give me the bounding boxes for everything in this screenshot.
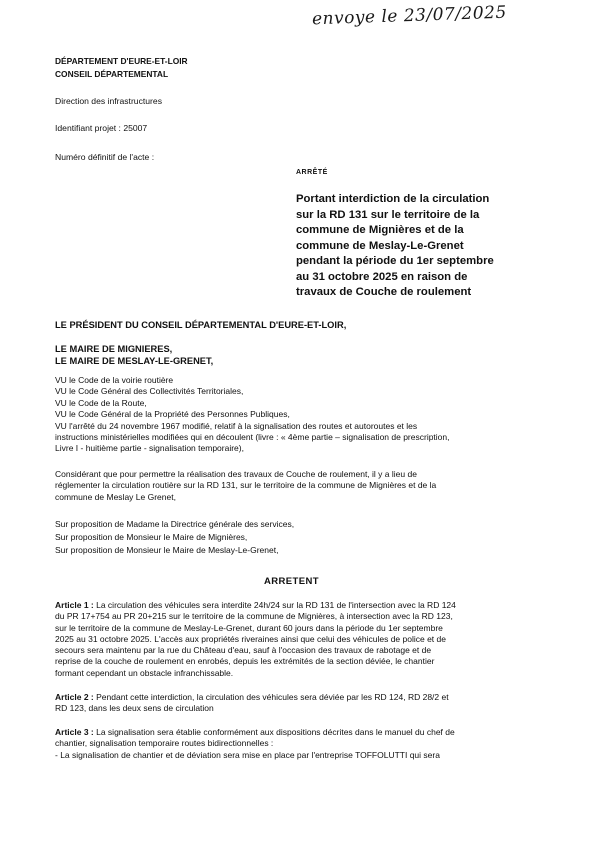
considerant-line: réglementer la circulation routière sur la RD 131, sur le territoire de la commune de Mignières et de la [55, 480, 437, 491]
decree-title [296, 192, 526, 301]
act-number: Numéro définitif de l'acte : [55, 152, 155, 162]
article-1 [55, 600, 527, 679]
article-line: reprise de la couche de roulement en enrobés, depuis les extrémités de la section déviée, le chantier [55, 656, 435, 667]
article-label: Article 1 : [55, 600, 94, 610]
article-2 [55, 692, 527, 715]
vu-line: VU le Code de la Route, [55, 397, 147, 408]
article-label: Article 3 : [55, 727, 94, 737]
title-line: au 31 octobre 2025 en raison de [296, 270, 468, 283]
article-line: du PR 17+754 au PR 20+215 sur le territoire de la commune de Mignières, à intersection avec la RD 123, [55, 611, 453, 622]
considerant-line: commune de Meslay Le Grenet, [55, 491, 176, 502]
proposition-line: Sur proposition de Monsieur le Maire de Meslay-Le-Grenet, [55, 545, 279, 555]
considerant-line: Considérant que pour permettre la réalisation des travaux de Couche de roulement, il y a lieu de [55, 469, 417, 479]
article-text: La signalisation sera établie conformément aux dispositions décrites dans le manuel du chef de [93, 727, 455, 737]
arretent-heading: ARRETENT [264, 576, 319, 587]
handwritten-annotation [311, 2, 552, 40]
project-identifier: Identifiant projet : 25007 [55, 123, 148, 133]
vu-line: Livre I - huitième partie - signalisation temporaire), [55, 443, 244, 454]
title-line: sur la RD 131 sur le territoire de la [296, 208, 480, 221]
title-line: commune de Mignières et de la [296, 224, 464, 236]
authority-mayor-mignieres: LE MAIRE DE MIGNIERES, [55, 344, 173, 354]
authority-mayor-meslay: LE MAIRE DE MESLAY-LE-GRENET, [55, 356, 214, 366]
title-line: pendant la période du 1er septembre [296, 255, 494, 267]
handwritten-sent-date: envoye le 23/07/2025 [311, 2, 508, 30]
vu-line: VU le Code Général des Collectivités Territoriales, [55, 386, 244, 397]
article-text: La circulation des véhicules sera interdite 24h/24 sur la RD 131 de l'intersection avec la RD 124 [93, 600, 456, 610]
vu-line: VU le Code Général de la Propriété des Personnes Publiques, [55, 409, 290, 420]
article-3 [55, 727, 527, 761]
department-name: DÉPARTEMENT D'EURE-ET-LOIR [55, 56, 188, 66]
proposition-block [55, 518, 525, 557]
article-text: Pendant cette interdiction, la circulation des véhicules sera déviée par les RD 124, RD 28/2 et [93, 692, 449, 702]
vu-line: instructions ministérielles modifiées qui en découlent (livre : « 4ème partie – signalisation de prescription, [55, 432, 450, 443]
arrete-label: ARRÊTÉ [296, 169, 328, 176]
legal-basis-block [55, 375, 525, 455]
article-line: sur le territoire de la commune de Meslay-Le-Grenet, durant 60 jours dans la période du 1er septembre [55, 622, 443, 633]
article-line: formant cependant un obstacle infranchissable. [55, 667, 234, 678]
considerant-block [55, 469, 525, 503]
direction-name: Direction des infrastructures [55, 96, 162, 106]
title-line: Portant interdiction de la circulation [296, 193, 490, 205]
article-line: RD 123, dans les deux sens de circulation [55, 703, 214, 714]
article-line: 2025 au 31 octobre 2025. L'accès aux propriétés riveraines ainsi que celui des véhicules de police et de [55, 633, 446, 644]
title-line: commune de Meslay-Le-Grenet [296, 239, 464, 252]
article-line: secours sera maintenu par la rue du Château d'eau, sauf à l'occasion des travaux de rabotage et de [55, 645, 432, 656]
article-line [55, 600, 527, 611]
article-line [55, 692, 527, 703]
authority-president: LE PRÉSIDENT DU CONSEIL DÉPARTEMENTAL D'EURE-ET-LOIR, [55, 320, 347, 330]
article-label: Article 2 : [55, 692, 94, 702]
vu-line: VU le Code de la voirie routière [55, 375, 174, 385]
proposition-line: Sur proposition de Madame la Directrice générale des services, [55, 519, 295, 529]
vu-line: VU l'arrêté du 24 novembre 1967 modifié, relatif à la signalisation des routes et autoroutes et les [55, 420, 418, 431]
article-line: chantier, signalisation temporaire routes bidirectionnelles : [55, 738, 274, 749]
title-line: travaux de Couche de roulement [296, 286, 472, 298]
article-line: - La signalisation de chantier et de déviation sera mise en place par l'entreprise TOFFOLUTTI qui sera [55, 749, 440, 760]
proposition-line: Sur proposition de Monsieur le Maire de Mignières, [55, 532, 248, 542]
council-name: CONSEIL DÉPARTEMENTAL [55, 69, 169, 79]
article-line [55, 727, 527, 738]
